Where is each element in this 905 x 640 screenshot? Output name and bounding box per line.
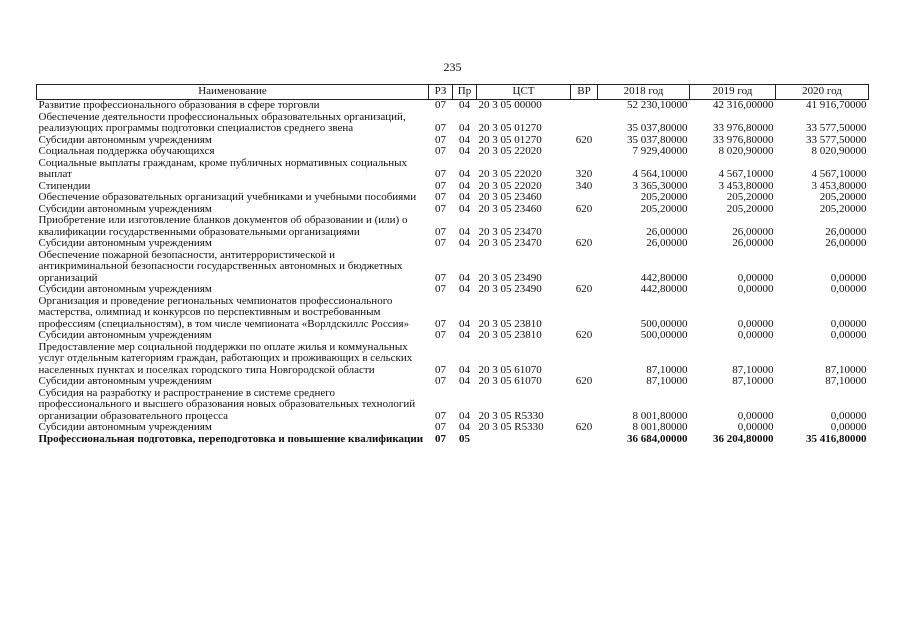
cell-2019: 36 204,80000 bbox=[713, 432, 774, 445]
cell-2020: 87,10000 bbox=[825, 363, 867, 376]
cell-cst: 20 3 05 61070 bbox=[478, 375, 542, 387]
cell-rz: 07 bbox=[435, 122, 446, 134]
cell-rz: 07 bbox=[435, 432, 446, 445]
cell-pr: 04 bbox=[459, 133, 470, 146]
table-row bbox=[37, 146, 869, 158]
cell-vr: 620 bbox=[575, 133, 593, 146]
cell-rz: 07 bbox=[435, 421, 446, 433]
table-row bbox=[37, 238, 869, 250]
header-rz: РЗ bbox=[429, 85, 453, 100]
cell-pr: 04 bbox=[459, 283, 470, 295]
cell-2018: 35 037,80000 bbox=[627, 122, 688, 134]
cell-2018: 3 365,30000 bbox=[632, 179, 688, 192]
cell-rz: 07 bbox=[435, 225, 446, 238]
cell-2018: 8 001,80000 bbox=[632, 409, 688, 422]
cell-rz: 07 bbox=[435, 409, 446, 422]
cell-rz: 07 bbox=[435, 145, 446, 157]
cell-vr bbox=[571, 215, 598, 238]
cell-pr: 04 bbox=[459, 329, 470, 341]
cell-name: Развитие профессионального образования в сфере торговли bbox=[38, 99, 320, 111]
cell-name: Субсидии автономным учреждениям bbox=[38, 133, 212, 146]
cell-pr: 04 bbox=[459, 375, 470, 387]
cell-2019: 8 020,90000 bbox=[718, 145, 774, 157]
cell-pr: 04 bbox=[459, 202, 470, 215]
cell-cst: 20 3 05 23810 bbox=[478, 329, 542, 341]
cell-rz: 07 bbox=[435, 363, 446, 376]
cell-2018: 442,80000 bbox=[640, 271, 688, 284]
cell-2019: 205,20000 bbox=[726, 191, 774, 203]
cell-name: Социальные выплаты гражданам, кроме публичных нормативных социальных выплат bbox=[38, 156, 407, 180]
cell-cst: 20 3 05 23810 bbox=[478, 317, 542, 330]
cell-2018: 500,00000 bbox=[640, 317, 688, 330]
cell-2020: 0,00000 bbox=[830, 329, 867, 341]
cell-name: Субсидии автономным учреждениям bbox=[38, 237, 212, 249]
cell-rz: 07 bbox=[435, 202, 446, 215]
cell-vr: 340 bbox=[575, 179, 593, 192]
cell-vr bbox=[571, 112, 598, 135]
cell-2018: 52 230,10000 bbox=[627, 99, 688, 111]
cell-2019: 0,00000 bbox=[737, 283, 774, 295]
cell-rz: 07 bbox=[435, 99, 446, 111]
cell-cst: 20 3 05 R5330 bbox=[478, 421, 544, 433]
cell-cst: 20 3 05 23470 bbox=[478, 237, 542, 249]
cell-pr: 04 bbox=[459, 409, 470, 422]
cell-2019: 33 976,80000 bbox=[713, 133, 774, 146]
cell-pr: 04 bbox=[459, 179, 470, 192]
cell-name: Субсидии автономным учреждениям bbox=[38, 375, 212, 387]
cell-rz: 07 bbox=[435, 179, 446, 192]
table-row bbox=[37, 330, 869, 342]
cell-2020: 0,00000 bbox=[830, 421, 867, 433]
cell-vr bbox=[571, 250, 598, 285]
cell-name: Социальная поддержка обучающихся bbox=[38, 145, 215, 157]
cell-cst: 20 3 05 23490 bbox=[478, 271, 542, 284]
cell-pr: 05 bbox=[459, 432, 470, 445]
cell-pr: 04 bbox=[459, 421, 470, 433]
cell-pr: 04 bbox=[459, 191, 470, 203]
table-body bbox=[37, 100, 869, 446]
cell-cst: 20 3 05 22020 bbox=[478, 168, 542, 180]
cell-2020: 205,20000 bbox=[819, 202, 867, 215]
cell-name: Субсидии автономным учреждениям bbox=[38, 421, 212, 433]
cell-2019: 0,00000 bbox=[737, 409, 774, 422]
cell-2019: 3 453,80000 bbox=[718, 179, 774, 192]
cell-2020: 41 916,70000 bbox=[806, 99, 867, 111]
cell-2018: 4 564,10000 bbox=[632, 168, 688, 180]
cell-cst bbox=[477, 434, 571, 446]
cell-cst: 20 3 05 00000 bbox=[478, 99, 542, 111]
cell-2018: 500,00000 bbox=[640, 329, 688, 341]
cell-name: Обеспечение пожарной безопасности, антитеррористической и антикриминальной безопасности государственных автономных и бюджетных организаций bbox=[38, 248, 403, 284]
cell-rz: 07 bbox=[435, 271, 446, 284]
cell-vr bbox=[571, 342, 598, 377]
cell-rz: 07 bbox=[435, 133, 446, 146]
cell-2018: 87,10000 bbox=[646, 363, 688, 376]
cell-pr: 04 bbox=[459, 122, 470, 134]
cell-rz: 07 bbox=[435, 237, 446, 249]
cell-2020: 87,10000 bbox=[825, 375, 867, 387]
cell-rz: 07 bbox=[435, 317, 446, 330]
table-row bbox=[37, 422, 869, 434]
cell-pr: 04 bbox=[459, 99, 470, 111]
cell-vr: 620 bbox=[575, 283, 593, 295]
cell-name: Организация и проведение региональных чемпионатов профессионального мастерства, олимпиад и конкурсов по перспективным и востребованным профессиям (специальностям), в том числе чемпионата «Ворлдскиллс Россия» bbox=[38, 294, 410, 330]
cell-cst: 20 3 05 23490 bbox=[478, 283, 542, 295]
header-2019: 2019 год bbox=[690, 85, 776, 100]
table-row bbox=[37, 376, 869, 388]
cell-2020: 26,00000 bbox=[825, 225, 867, 238]
header-2018: 2018 год bbox=[598, 85, 690, 100]
cell-2020: 0,00000 bbox=[830, 409, 867, 422]
cell-2018: 7 929,40000 bbox=[632, 145, 688, 157]
cell-pr: 04 bbox=[459, 237, 470, 249]
table-row bbox=[37, 250, 869, 285]
cell-name: Субсидии автономным учреждениям bbox=[38, 329, 212, 341]
cell-2018: 442,80000 bbox=[640, 283, 688, 295]
cell-2020: 33 577,50000 bbox=[806, 122, 867, 134]
cell-vr: 620 bbox=[575, 202, 593, 215]
cell-vr bbox=[571, 100, 598, 112]
table-header-row bbox=[37, 85, 869, 100]
cell-2019: 4 567,10000 bbox=[718, 168, 774, 180]
cell-2019: 0,00000 bbox=[737, 421, 774, 433]
cell-pr: 04 bbox=[459, 363, 470, 376]
cell-2018: 26,00000 bbox=[646, 237, 688, 249]
cell-rz: 07 bbox=[435, 329, 446, 341]
cell-vr: 320 bbox=[575, 168, 593, 180]
cell-2020: 0,00000 bbox=[830, 271, 867, 284]
cell-2019: 205,20000 bbox=[726, 202, 774, 215]
budget-table bbox=[36, 84, 869, 445]
cell-cst: 20 3 05 23460 bbox=[478, 191, 542, 203]
cell-2018: 205,20000 bbox=[640, 202, 688, 215]
cell-vr: 620 bbox=[575, 421, 593, 433]
cell-cst: 20 3 05 R5330 bbox=[478, 409, 544, 422]
cell-name: Приобретение или изготовление бланков документов об образовании и (или) о квалификации государственными образовательными организациями bbox=[38, 214, 408, 238]
cell-rz: 07 bbox=[435, 191, 446, 203]
cell-2019: 87,10000 bbox=[732, 363, 774, 376]
cell-name: Предоставление мер социальной поддержки по оплате жилья и коммунальных услуг отдельным категориям граждан, работающих и проживающих в сельских населенных пунктах и поселках городского типа Новгородской области bbox=[38, 340, 413, 376]
cell-cst: 20 3 05 23470 bbox=[478, 225, 542, 238]
header-name: Наименование bbox=[37, 85, 429, 100]
cell-pr: 04 bbox=[459, 168, 470, 180]
table-row bbox=[37, 296, 869, 331]
cell-2019: 42 316,00000 bbox=[713, 99, 774, 111]
cell-vr bbox=[571, 192, 598, 204]
cell-pr: 04 bbox=[459, 317, 470, 330]
cell-name: Обеспечение деятельности профессиональных образовательных организаций, реализующих программы подготовки специалистов среднего звена bbox=[38, 110, 406, 134]
header-2020: 2020 год bbox=[776, 85, 869, 100]
cell-2019: 87,10000 bbox=[732, 375, 774, 387]
cell-name: Субсидии автономным учреждениям bbox=[38, 283, 212, 295]
cell-2020: 8 020,90000 bbox=[811, 145, 867, 157]
cell-vr: 620 bbox=[575, 237, 593, 249]
cell-2018: 36 684,00000 bbox=[627, 432, 688, 445]
cell-2020: 33 577,50000 bbox=[806, 133, 867, 146]
table-row bbox=[37, 215, 869, 238]
cell-name: Субсидии автономным учреждениям bbox=[38, 202, 212, 215]
cell-2019: 33 976,80000 bbox=[713, 122, 774, 134]
cell-name: Стипендии bbox=[38, 179, 91, 192]
cell-vr bbox=[571, 146, 598, 158]
cell-name: Субсидия на разработку и распространение в системе среднего профессионального и высшего образования новых образовательных технологий организации образовательного процесса bbox=[38, 386, 416, 422]
cell-2018: 26,00000 bbox=[646, 225, 688, 238]
cell-2020: 0,00000 bbox=[830, 283, 867, 295]
cell-cst: 20 3 05 61070 bbox=[478, 363, 542, 376]
cell-2018: 205,20000 bbox=[640, 191, 688, 203]
cell-vr bbox=[571, 296, 598, 331]
table-row bbox=[37, 112, 869, 135]
cell-cst: 20 3 05 22020 bbox=[478, 179, 542, 192]
cell-2018: 35 037,80000 bbox=[627, 133, 688, 146]
cell-name: Профессиональная подготовка, переподготовка и повышение квалификации bbox=[38, 432, 424, 445]
cell-2020: 3 453,80000 bbox=[811, 179, 867, 192]
table-row bbox=[37, 434, 869, 446]
cell-rz: 07 bbox=[435, 283, 446, 295]
cell-2020: 35 416,80000 bbox=[806, 432, 867, 445]
cell-name: Обеспечение образовательных организаций учебниками и учебными пособиями bbox=[38, 191, 417, 203]
cell-pr: 04 bbox=[459, 271, 470, 284]
cell-2019: 0,00000 bbox=[737, 317, 774, 330]
page-number: 235 bbox=[443, 60, 462, 74]
cell-2020: 0,00000 bbox=[830, 317, 867, 330]
cell-2019: 26,00000 bbox=[732, 225, 774, 238]
table-row bbox=[37, 342, 869, 377]
cell-pr: 04 bbox=[459, 225, 470, 238]
cell-2020: 26,00000 bbox=[825, 237, 867, 249]
cell-pr: 04 bbox=[459, 145, 470, 157]
cell-vr bbox=[571, 388, 598, 423]
cell-cst: 20 3 05 23460 bbox=[478, 202, 542, 215]
table-row bbox=[37, 192, 869, 204]
cell-2019: 0,00000 bbox=[737, 329, 774, 341]
cell-rz: 07 bbox=[435, 375, 446, 387]
cell-2019: 26,00000 bbox=[732, 237, 774, 249]
table-row bbox=[37, 388, 869, 423]
cell-vr: 620 bbox=[575, 329, 593, 341]
cell-cst: 20 3 05 01270 bbox=[478, 133, 542, 146]
cell-vr: 620 bbox=[575, 375, 593, 387]
cell-2018: 8 001,80000 bbox=[632, 421, 688, 433]
cell-2018: 87,10000 bbox=[646, 375, 688, 387]
cell-vr bbox=[571, 434, 598, 446]
cell-rz: 07 bbox=[435, 168, 446, 180]
table-row bbox=[37, 284, 869, 296]
header-vr: ВР bbox=[571, 85, 598, 100]
table-row bbox=[37, 100, 869, 112]
cell-2020: 205,20000 bbox=[819, 191, 867, 203]
cell-2020: 4 567,10000 bbox=[811, 168, 867, 180]
header-pr: Пр bbox=[453, 85, 477, 100]
header-cst: ЦСТ bbox=[477, 85, 571, 100]
cell-cst: 20 3 05 01270 bbox=[478, 122, 542, 134]
cell-2019: 0,00000 bbox=[737, 271, 774, 284]
cell-cst: 20 3 05 22020 bbox=[478, 145, 542, 157]
table-row bbox=[37, 158, 869, 181]
